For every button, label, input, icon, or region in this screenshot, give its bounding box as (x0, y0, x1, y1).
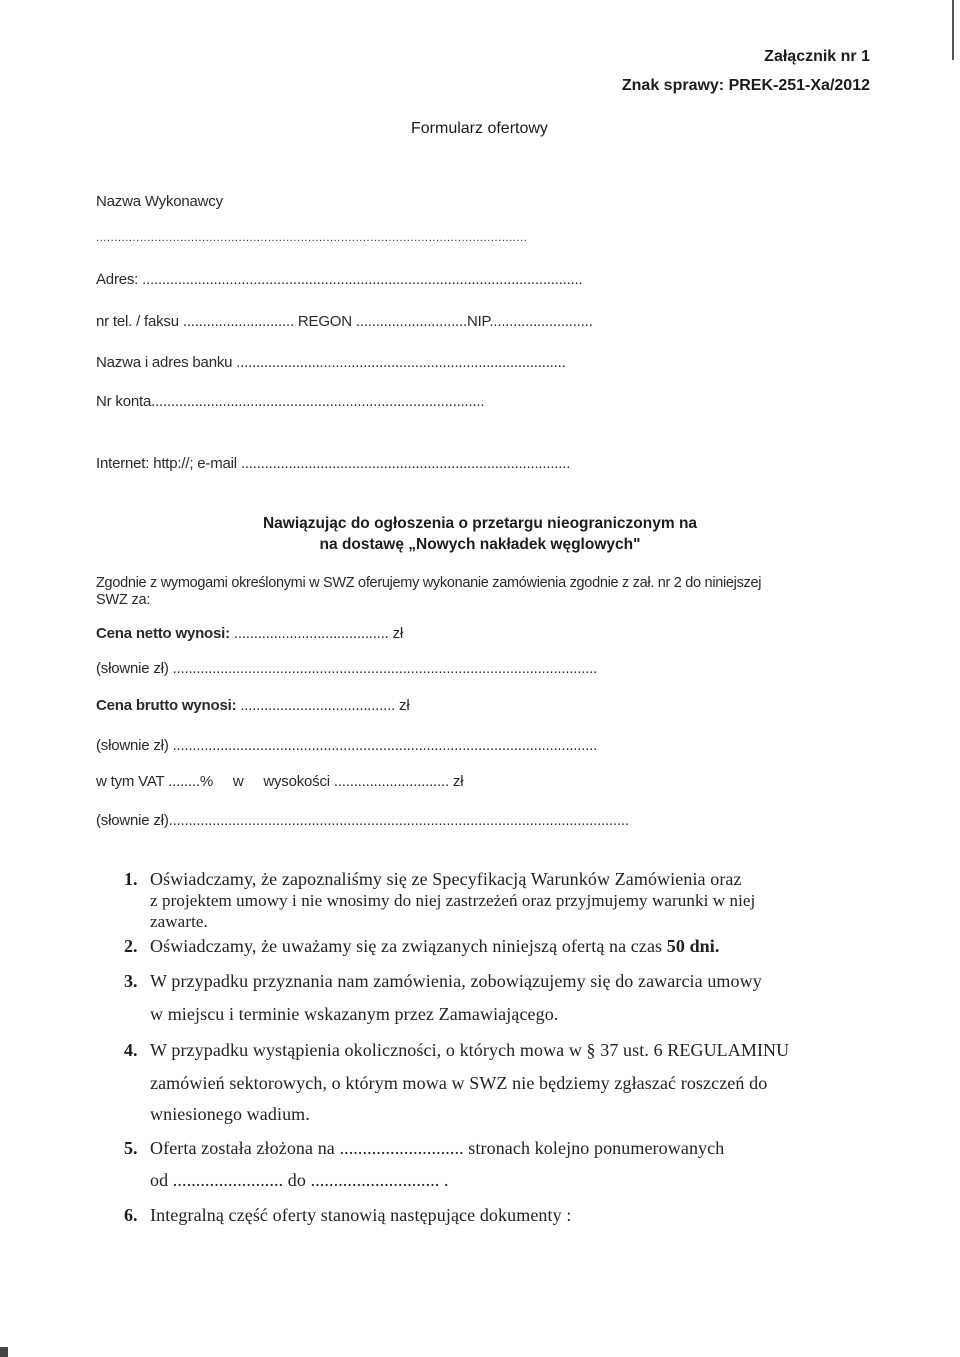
net-price-value: ....................................... zł (229, 625, 404, 642)
item-4-line-2: zamówień sektorowych, o którym mowa w SWZ nie będziemy zgłaszać roszczeń do (150, 1073, 768, 1093)
item-1-line-1: Oświadczamy, że zapoznaliśmy się ze Specyfikacją Warunków Zamówienia oraz (150, 869, 742, 889)
item-3-number: 3. (124, 971, 138, 991)
item-1-line-3: zawarte. (150, 912, 208, 931)
net-price-words: (słownie zł) ........................................................................................................... (96, 660, 598, 677)
internet-email-field: Internet: http://; e-mail ................................................................................... (96, 455, 571, 472)
item-4-number: 4. (124, 1040, 138, 1060)
address-field: Adres: ............................................................................................................... (96, 271, 583, 288)
scan-edge-mark (952, 0, 954, 60)
tender-reference-line-2: na dostawę „Nowych nakładek węglowych" (319, 536, 641, 553)
item-1-line-2: z projektem umowy i nie wnosimy do niej zastrzeżeń oraz przyjmujemy warunki w niej (150, 891, 756, 910)
net-price-row (96, 625, 403, 642)
item-4-line-1: W przypadku wystąpienia okoliczności, o których mowa w § 37 ust. 6 REGULAMINU (150, 1040, 790, 1060)
item-1-number: 1. (124, 869, 138, 889)
item-2-duration: 50 dni. (666, 936, 720, 956)
gross-price-label: Cena brutto wynosi: (96, 697, 237, 714)
net-price-label: Cena netto wynosi: (96, 625, 230, 642)
attachment-number: Załącznik nr 1 (764, 48, 870, 65)
gross-price-words: (słownie zł) ........................................................................................................... (96, 737, 598, 754)
intro-line-1: Zgodnie z wymogami określonymi w SWZ oferujemy wykonanie zamówienia zgodnie z zał. nr 2 do niniejszej (96, 575, 762, 591)
tender-reference-line-1: Nawiązując do ogłoszenia o przetargu nieograniczonym na (262, 515, 698, 532)
item-2-line-1 (150, 936, 720, 957)
contractor-name-label: Nazwa Wykonawcy (96, 193, 223, 210)
page-title: Formularz ofertowy (411, 120, 548, 137)
gross-price-value: ....................................... zł (236, 697, 410, 714)
vat-row: w tym VAT ........% w wysokości ............................. zł (96, 773, 464, 790)
item-4-line-3: wniesionego wadium. (150, 1104, 310, 1124)
case-number: Znak sprawy: PREK-251-Xa/2012 (621, 77, 870, 94)
bank-field: Nazwa i adres banku ................................................................................... (96, 354, 566, 371)
item-5-line-1: Oferta została złożona na ........................... stronach kolejno ponumerowanych (150, 1138, 725, 1158)
item-6-number: 6. (124, 1205, 138, 1225)
contractor-name-line: ...................................................................................................................... (96, 232, 528, 244)
scan-corner-mark (0, 1347, 8, 1357)
account-field: Nr konta.................................................................................... (96, 393, 485, 410)
item-2-number: 2. (124, 936, 138, 956)
item-3-line-1: W przypadku przyznania nam zamówienia, zobowiązujemy się do zawarcia umowy (150, 971, 762, 991)
item-2-text: Oświadczamy, że uważamy się za związanych niniejszą ofertą na czas (150, 936, 667, 956)
intro-line-2: SWZ za: (96, 592, 151, 608)
item-3-line-2: w miejscu i terminie wskazanym przez Zamawiającego. (150, 1004, 559, 1024)
item-5-number: 5. (124, 1138, 138, 1158)
gross-price-row (96, 697, 409, 714)
item-5-line-2: od ........................ do ............................ . (150, 1170, 449, 1190)
vat-words: (słownie zł).................................................................................................................... (96, 812, 629, 829)
phone-regon-nip-field: nr tel. / faksu ............................ REGON ............................NIP.......................... (96, 313, 593, 330)
item-6-line-1: Integralną część oferty stanowią następujące dokumenty : (150, 1205, 572, 1225)
